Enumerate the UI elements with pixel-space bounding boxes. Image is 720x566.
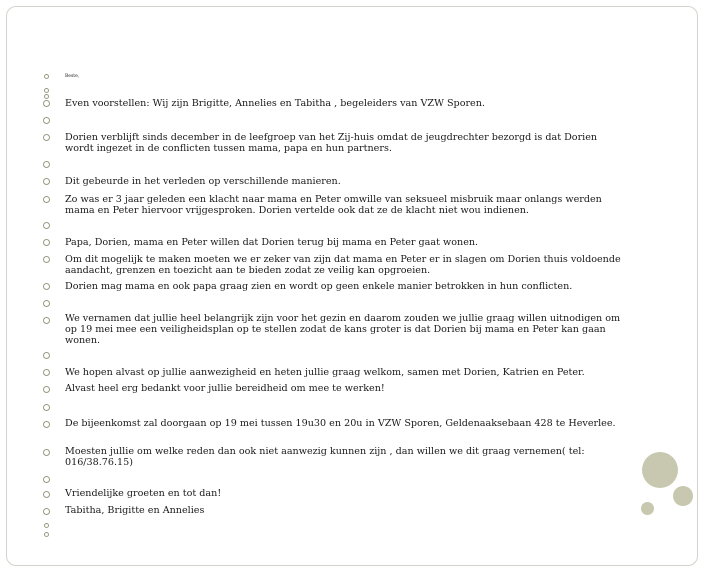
- greeting-text: Beste,: [65, 74, 80, 79]
- bullet-empty: [44, 532, 49, 537]
- paragraph: Tabitha, Brigitte en Annelies: [65, 505, 205, 516]
- bullet-empty: [43, 300, 50, 307]
- bullet-empty: [43, 161, 50, 168]
- paragraph: We hopen alvast op jullie aanwezigheid en heten jullie graag welkom, samen met Dorien, Katrien en Peter.: [65, 367, 585, 378]
- bullet-empty: [43, 476, 50, 483]
- paragraph: De bijeenkomst zal doorgaan op 19 mei tussen 19u30 en 20u in VZW Sporen, Geldenaaksebaan 428 te Heverlee.: [65, 418, 616, 429]
- bullet: [43, 386, 50, 393]
- paragraph: Zo was er 3 jaar geleden een klacht naar mama en Peter omwille van seksueel misbruik maar onlangs werden mama en Peter hiervoor vrijgesproken. Dorien vertelde ook dat ze de klacht niet wou indienen.: [65, 194, 602, 216]
- paragraph: Moesten jullie om welke reden dan ook niet aanwezig kunnen zijn , dan willen we dit graag vernemen( tel: 016/38.76.15): [65, 446, 585, 468]
- bullet: [43, 449, 50, 456]
- bullet: [43, 100, 50, 107]
- bullet: [43, 508, 50, 515]
- bullet-empty: [44, 523, 49, 528]
- paragraph: Papa, Dorien, mama en Peter willen dat Dorien terug bij mama en Peter gaat wonen.: [65, 237, 479, 248]
- paragraph: Dorien mag mama en ook papa graag zien en wordt op geen enkele manier betrokken in hun conflicten.: [65, 281, 573, 292]
- bullet: [43, 196, 50, 203]
- paragraph: Even voorstellen: Wij zijn Brigitte, Annelies en Tabitha , begeleiders van VZW Sporen.: [65, 98, 485, 109]
- paragraph: Dit gebeurde in het verleden op verschillende manieren.: [65, 176, 341, 187]
- paragraph: Alvast heel erg bedankt voor jullie bereidheid om mee te werken!: [65, 383, 385, 394]
- paragraph: Dorien verblijft sinds december in de leefgroep van het Zij-huis omdat de jeugdrechter bezorgd is dat Dorien wordt ingezet in de conflicten tussen mama, papa en hun partners.: [65, 132, 598, 154]
- decorative-circle-large: [642, 452, 678, 488]
- bullet: [43, 178, 50, 185]
- bullet-empty: [44, 94, 49, 99]
- bullet-empty: [44, 88, 49, 93]
- bullet: [43, 369, 50, 376]
- bullet: [43, 491, 50, 498]
- bullet: [43, 283, 50, 290]
- decorative-circle-small: [641, 502, 654, 515]
- bullet: [43, 239, 50, 246]
- paragraph: Vriendelijke groeten en tot dan!: [65, 488, 222, 499]
- bullet-empty: [43, 117, 50, 124]
- bullet-empty: [43, 352, 50, 359]
- bullet: [43, 421, 50, 428]
- bullet-greeting: [44, 74, 49, 79]
- bullet: [43, 256, 50, 263]
- paragraph: Om dit mogelijk te maken moeten we er zeker van zijn dat mama en Peter er in slagen om Dorien thuis voldoende aandacht, grenzen en toezicht aan te bieden zodat ze veilig kan opgroeien.: [65, 254, 621, 276]
- bullet: [43, 317, 50, 324]
- decorative-circle-medium: [673, 486, 693, 506]
- paragraph: We vernamen dat jullie heel belangrijk zijn voor het gezin en daarom zouden we jullie graag willen uitnodigen om op 19 mei mee een veiligheidsplan op te stellen zodat de kans groter is dat Dorien bij mama en Peter kan gaan wonen.: [65, 313, 621, 346]
- bullet-empty: [43, 222, 50, 229]
- bullet-empty: [43, 404, 50, 411]
- bullet: [43, 134, 50, 141]
